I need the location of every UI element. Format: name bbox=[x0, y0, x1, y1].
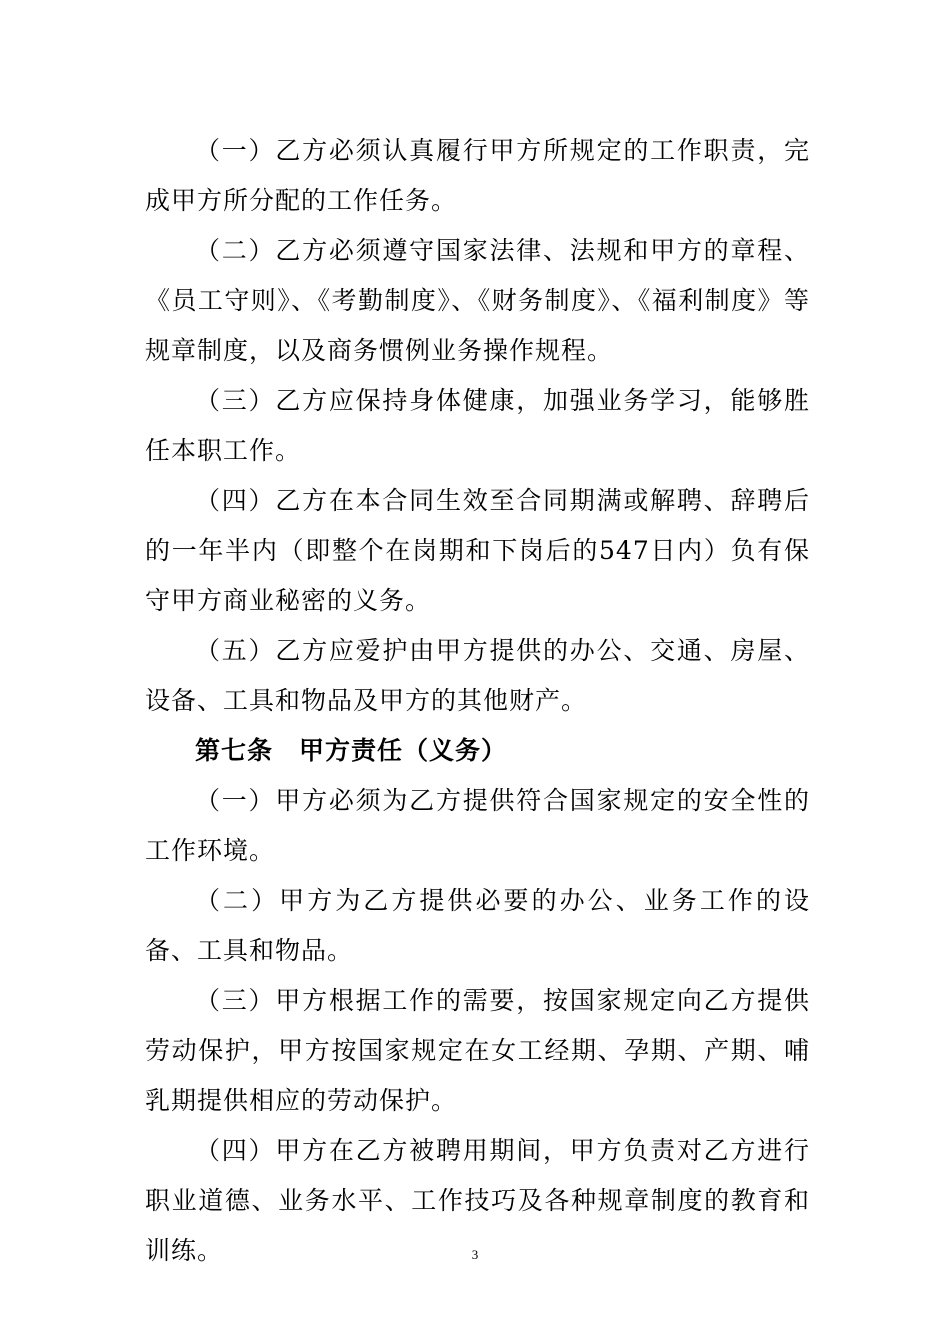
article-heading: 第七条 甲方责任（义务） bbox=[195, 736, 508, 765]
clause-paragraph: （四）甲方在乙方被聘用期间，甲方负责对乙方进行职业道德、业务水平、工作技巧及各种规章制度的教育和训练。 bbox=[145, 1136, 810, 1265]
page-number: 3 bbox=[471, 1247, 479, 1262]
clause-paragraph: （一）甲方必须为乙方提供符合国家规定的安全性的工作环境。 bbox=[145, 786, 810, 865]
clause-paragraph: （三）乙方应保持身体健康，加强业务学习，能够胜任本职工作。 bbox=[145, 386, 810, 465]
clause-paragraph: （二）甲方为乙方提供必要的办公、业务工作的设备、工具和物品。 bbox=[145, 886, 810, 965]
clause-paragraph: （一）乙方必须认真履行甲方所规定的工作职责，完成甲方所分配的工作任务。 bbox=[145, 136, 810, 215]
clause-paragraph: （四）乙方在本合同生效至合同期满或解聘、辞聘后的一年半内（即整个在岗期和下岗后的547日内）负有保守甲方商业秘密的义务。 bbox=[145, 486, 810, 615]
clause-paragraph: （二）乙方必须遵守国家法律、法规和甲方的章程、《员工守则》、《考勤制度》、《财务制度》、《福利制度》等规章制度，以及商务惯例业务操作规程。 bbox=[145, 236, 810, 365]
clause-paragraph: （三）甲方根据工作的需要，按国家规定向乙方提供劳动保护，甲方按国家规定在女工经期、孕期、产期、哺乳期提供相应的劳动保护。 bbox=[145, 986, 810, 1115]
document-body bbox=[145, 126, 810, 1276]
clause-paragraph: （五）乙方应爱护由甲方提供的办公、交通、房屋、设备、工具和物品及甲方的其他财产。 bbox=[145, 636, 810, 715]
